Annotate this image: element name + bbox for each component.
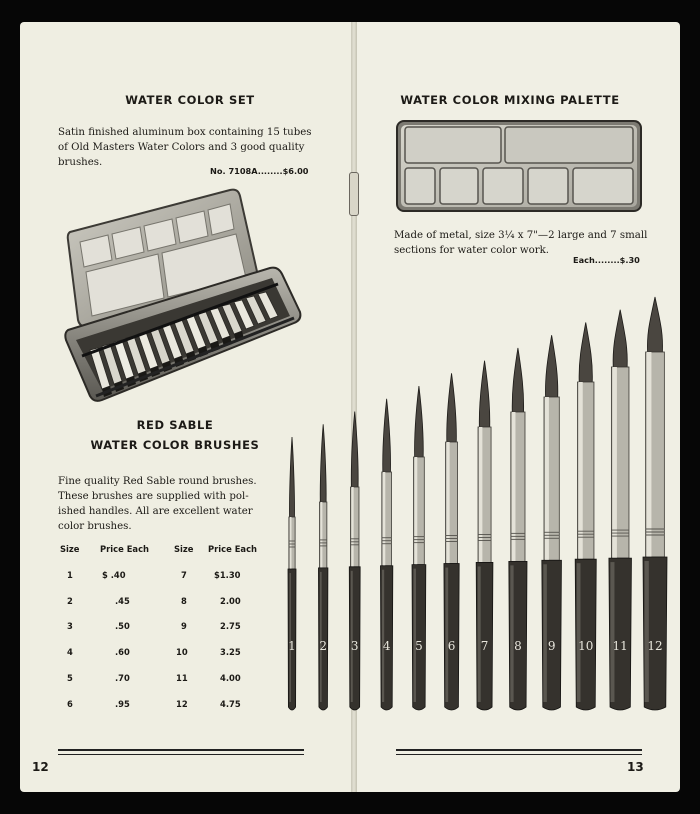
brush-ferrule-highlight [479,427,482,562]
brush-handle-highlight [510,565,513,702]
brush-ferrule-highlight [351,487,353,567]
footer-rule [396,749,642,751]
table-cell: 3 [67,621,73,632]
brush-ferrule-highlight [545,397,549,560]
brush-handle-highlight [382,570,384,702]
brush-title-2: WATER COLOR BRUSHES [90,438,260,452]
brush-desc-line: These brushes are supplied with pol- [58,491,249,502]
brush-number-label: 10 [578,639,594,653]
brush-bristles [320,424,326,502]
set-price: No. 7108A........$6.00 [210,166,309,176]
brush-handle-highlight [577,563,581,702]
brush-desc-line: color brushes. [58,521,132,532]
brush-ferrule-highlight [320,502,322,568]
brush-handle-highlight [445,568,448,702]
table-row [60,639,260,665]
brush [575,322,596,710]
table-row [60,691,260,717]
table-cell: 6 [67,698,73,709]
table-cell: 4.00 [220,673,241,684]
brush [609,310,632,710]
brush-number-label: 8 [514,639,522,653]
brush-bristles [351,412,358,487]
table-cell: 1 [67,569,73,580]
brush [444,373,459,710]
brush-number-label: 12 [647,639,663,653]
brush-number-label: 11 [612,639,628,653]
brush-bristles [545,335,557,397]
table-cell: .50 [115,621,130,632]
brush-number-label: 1 [288,639,296,653]
table-cell: 7 [181,569,187,580]
palette-title: WATER COLOR MIXING PALETTE [400,93,620,107]
table-cell: $ .40 [102,569,126,580]
brush-number-label: 3 [350,639,359,653]
set-description [58,125,318,170]
brush-number-label: 5 [415,639,423,653]
palette-desc-line: sections for water color work. [394,245,549,256]
brush-handle-highlight [351,571,353,702]
table-cell: 10 [176,647,188,658]
brush [318,424,327,710]
table-cell: 2.75 [220,621,241,632]
table-cell: 8 [181,595,187,606]
table-row [60,588,260,614]
table-cell: 3.25 [220,647,241,658]
footer-rule [396,754,642,755]
brush-handle-highlight [610,562,614,702]
brush [476,361,493,710]
page-number-left: 12 [32,760,49,774]
table-header: Price Each [100,544,149,554]
brush-bristles [512,348,523,412]
brush-handle-highlight [414,569,416,702]
brush-bristles [479,361,490,427]
brush-number-label: 9 [547,639,556,653]
brush-desc-line: ished handles. All are excellent water [58,506,253,517]
water-color-set-image [62,180,302,410]
table-header-row [60,536,260,562]
table-row [60,665,260,691]
brush-bristles [447,373,457,442]
table-cell: .60 [115,647,130,658]
brush-ferrule-highlight [383,472,385,566]
brush-title-1: RED SABLE [136,418,214,432]
brush-number-label: 4 [382,639,391,653]
set-desc-line: brushes. [58,157,103,168]
brush-number-label: 2 [319,639,328,653]
brush-price-table [60,536,260,717]
brush-number-label: 6 [447,639,456,653]
footer-rule [58,754,304,755]
footer-rule [58,749,304,751]
brush [349,412,360,710]
set-desc-line: of Old Masters Water Colors and 3 good quality [58,142,305,153]
brush-handle-highlight [543,564,547,702]
brush-bristles [579,322,592,382]
staple [349,172,359,216]
brush-ferrule [289,517,295,569]
brush-number-label: 7 [480,639,489,653]
table-row [60,562,260,588]
brushes-illustration [270,292,663,722]
brush [412,386,426,710]
table-cell: $1.30 [214,569,241,580]
brush-bristles [415,386,424,457]
brush-bristles [383,399,391,472]
table-cell: 12 [176,698,188,709]
mixing-palette-image [396,120,642,212]
table-cell: 2.00 [220,595,241,606]
table-cell: 4 [67,647,73,658]
table-cell: .95 [115,698,130,709]
brush-handle-highlight [320,572,322,702]
table-cell: 2 [67,595,73,606]
table-cell: 4.75 [220,698,241,709]
brush [542,335,562,710]
set-desc-line: Satin finished aluminum box containing 15 tubes [58,127,312,138]
brush-handle-highlight [478,566,481,702]
table-header: Price Each [208,544,257,554]
table-cell: 5 [67,673,73,684]
brush-ferrule-highlight [612,367,617,558]
table-row [60,614,260,640]
table-header: Size [60,544,80,554]
table-cell: 11 [176,673,188,684]
brush-ferrule-highlight [290,517,292,569]
brush [509,348,527,710]
brush [288,437,296,710]
palette-price: Each........$.30 [573,255,640,265]
brush-ferrule-highlight [447,442,450,564]
table-cell: .45 [115,595,130,606]
table-cell: 9 [181,621,187,632]
table-header: Size [174,544,194,554]
table-cell: .70 [115,673,130,684]
page-number-right: 13 [627,760,644,774]
brush-ferrule-highlight [415,457,418,565]
brush [380,399,392,710]
set-title: WATER COLOR SET [125,93,255,107]
brush-desc-line: Fine quality Red Sable round brushes. [58,476,257,487]
brush-bristles [613,310,627,367]
brush-bristles [289,437,294,517]
palette-desc-line: Made of metal, size 3¼ x 7"—2 large and 7 small [394,230,648,241]
brush-handle-highlight [645,561,649,702]
palette-description [394,228,654,258]
brush-ferrule-highlight [579,382,583,559]
brush-ferrule-highlight [647,352,652,557]
brush [643,297,667,710]
brush-handle-highlight [290,573,291,702]
